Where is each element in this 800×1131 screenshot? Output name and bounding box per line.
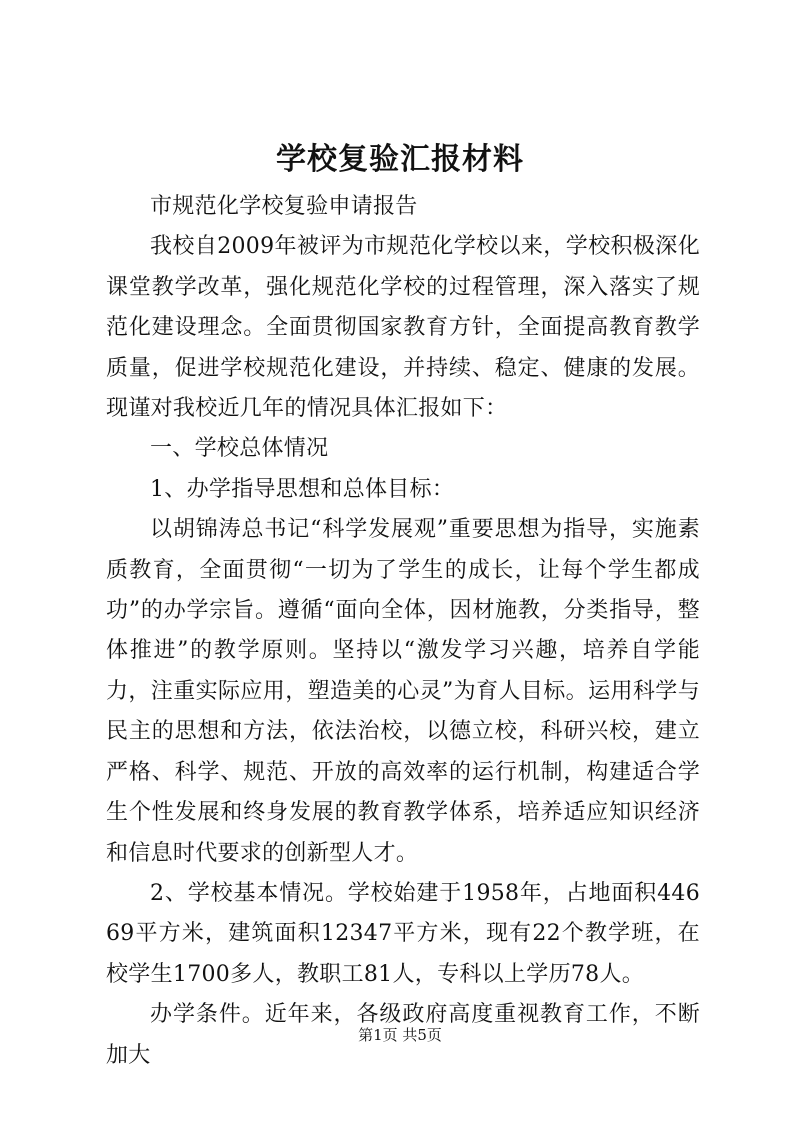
paragraph-school-conditions: 办学条件。近年来，各级政府高度重视教育工作，不断加大 xyxy=(106,1002,700,1068)
document-body xyxy=(106,187,700,1076)
page-number-footer: 第1页 共5页 xyxy=(358,1026,442,1044)
paragraph-section-heading: 一、学校总体情况 xyxy=(150,436,329,462)
paragraph-basic-info: 2、学校基本情况。学校始建于1958年，占地面积44669平方米，建筑面积12347平方米，现有22个教学班，在校学生1700多人，教职工81人，专科以上学历78人。 xyxy=(106,880,700,987)
document-title: 学校复验汇报材料 xyxy=(276,142,524,177)
paragraph-guiding-ideas: 以胡锦涛总书记“科学发展观”重要思想为指导，实施素质教育，全面贯彻“一切为了学生的成长，让每个学生都成功”的办学宗旨。遵循“面向全体，因材施教，分类指导，整体推进”的教学原则。坚持以“激发学习兴趣，培养自学能力，注重实际应用，塑造美的心灵”为育人目标。运用科学与民主的思想和方法，依法治校，以德立校，科研兴校，建立严格、科学、规范、开放的高效率的运行机制，构建适合学生个性发展和终身发展的教育教学体系，培养适应知识经济和信息时代要求的创新型人才。 xyxy=(106,517,700,866)
paragraph-report-heading: 市规范化学校复验申请报告 xyxy=(150,194,418,219)
paragraph-subheading-guiding-ideas: 1、办学指导思想和总体目标： xyxy=(150,476,455,502)
paragraph-intro: 我校自2009年被评为市规范化学校以来，学校积极深化课堂教学改革，强化规范化学校的过程管理，深入落实了规范化建设理念。全面贯彻国家教育方针，全面提高教育教学质量，促进学校规范化建设，并持续、稳定、健康的发展。现谨对我校近几年的情况具体汇报如下： xyxy=(106,234,700,422)
